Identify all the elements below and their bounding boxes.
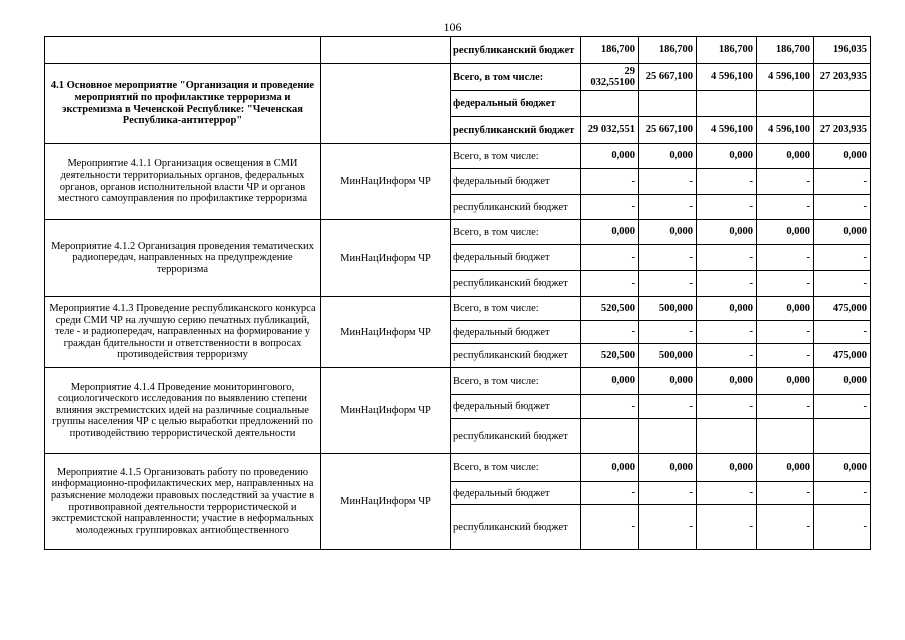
funding-source-cell: республиканский бюджет xyxy=(451,419,581,454)
amount-cell: - xyxy=(639,505,697,550)
amount-cell: - xyxy=(639,195,697,220)
amount-cell: 500,000 xyxy=(639,297,697,321)
funding-source-cell: республиканский бюджет xyxy=(451,271,581,297)
amount-cell: - xyxy=(757,395,814,419)
amount-cell: - xyxy=(697,482,757,505)
amount-cell: 27 203,935 xyxy=(814,117,871,144)
funding-source-cell: Всего, в том числе: xyxy=(451,454,581,482)
amount-cell xyxy=(639,419,697,454)
executor-cell xyxy=(321,64,451,144)
table-row xyxy=(45,220,871,245)
executor-cell xyxy=(321,37,451,64)
measure-name-cell: Мероприятие 4.1.3 Проведение республиканского конкурса среди СМИ ЧР на лучшую серию печатных публикаций, теле - и радиопередач, направленных на формирование у граждан бдительности и ответственности в вопросах противодействия терроризму xyxy=(45,297,321,368)
funding-source-cell: республиканский бюджет xyxy=(451,117,581,144)
amount-cell: 186,700 xyxy=(639,37,697,64)
amount-cell: - xyxy=(814,271,871,297)
funding-source-cell: Всего, в том числе: xyxy=(451,220,581,245)
funding-source-cell: федеральный бюджет xyxy=(451,169,581,195)
amount-cell: - xyxy=(757,505,814,550)
amount-cell: 29 032,55100 xyxy=(581,64,639,91)
amount-cell: - xyxy=(639,271,697,297)
amount-cell: 186,700 xyxy=(757,37,814,64)
amount-cell: - xyxy=(581,482,639,505)
table-row xyxy=(45,454,871,482)
amount-cell: 25 667,100 xyxy=(639,64,697,91)
executor-cell: МинНацИнформ ЧР xyxy=(321,454,451,550)
amount-cell xyxy=(814,419,871,454)
amount-cell: - xyxy=(757,271,814,297)
measure-name-cell: Мероприятие 4.1.1 Организация освещения в СМИ деятельности территориальных органов, федеральных органов, органов исполнительной власти ЧР и органов местного самоуправления по профилактике терроризма xyxy=(45,144,321,220)
amount-cell: - xyxy=(581,321,639,344)
amount-cell: 0,000 xyxy=(757,220,814,245)
amount-cell: - xyxy=(639,245,697,271)
funding-source-cell: республиканский бюджет xyxy=(451,344,581,368)
amount-cell xyxy=(757,419,814,454)
amount-cell: 0,000 xyxy=(639,454,697,482)
amount-cell: 0,000 xyxy=(697,454,757,482)
amount-cell: - xyxy=(697,321,757,344)
amount-cell: - xyxy=(757,195,814,220)
table-row xyxy=(45,64,871,91)
amount-cell: - xyxy=(814,482,871,505)
amount-cell: - xyxy=(639,395,697,419)
funding-source-cell: республиканский бюджет xyxy=(451,195,581,220)
amount-cell: - xyxy=(814,505,871,550)
page-number: 106 xyxy=(443,20,462,34)
table-row xyxy=(45,297,871,321)
amount-cell: - xyxy=(581,245,639,271)
amount-cell: - xyxy=(814,169,871,195)
amount-cell: 4 596,100 xyxy=(757,117,814,144)
amount-cell: 0,000 xyxy=(581,220,639,245)
measure-name-cell: Мероприятие 4.1.4 Проведение мониторингового, социологического исследования по выявлению степени влияния экстремистских идей на различные социальные группы населения ЧР с целью выработки предложений по противодействию террористической деятельности xyxy=(45,368,321,454)
amount-cell: 520,500 xyxy=(581,297,639,321)
amount-cell: - xyxy=(757,245,814,271)
amount-cell: 475,000 xyxy=(814,344,871,368)
amount-cell: - xyxy=(757,169,814,195)
amount-cell xyxy=(757,91,814,117)
amount-cell: - xyxy=(581,169,639,195)
amount-cell: 0,000 xyxy=(639,144,697,169)
amount-cell: - xyxy=(757,482,814,505)
table-row xyxy=(45,144,871,169)
amount-cell: 4 596,100 xyxy=(697,117,757,144)
amount-cell: - xyxy=(814,245,871,271)
amount-cell: - xyxy=(697,245,757,271)
amount-cell: 0,000 xyxy=(757,368,814,395)
funding-source-cell: федеральный бюджет xyxy=(451,395,581,419)
amount-cell: 0,000 xyxy=(757,454,814,482)
amount-cell: 196,035 xyxy=(814,37,871,64)
executor-cell: МинНацИнформ ЧР xyxy=(321,144,451,220)
amount-cell: 29 032,551 xyxy=(581,117,639,144)
funding-source-cell: федеральный бюджет xyxy=(451,321,581,344)
amount-cell: 0,000 xyxy=(581,454,639,482)
amount-cell: 520,500 xyxy=(581,344,639,368)
amount-cell xyxy=(581,419,639,454)
amount-cell: 0,000 xyxy=(581,144,639,169)
amount-cell: 0,000 xyxy=(639,220,697,245)
amount-cell: 0,000 xyxy=(757,144,814,169)
amount-cell: - xyxy=(814,395,871,419)
amount-cell xyxy=(581,91,639,117)
amount-cell: 0,000 xyxy=(697,144,757,169)
amount-cell: 0,000 xyxy=(814,454,871,482)
amount-cell xyxy=(814,91,871,117)
amount-cell: - xyxy=(757,321,814,344)
amount-cell: 186,700 xyxy=(581,37,639,64)
amount-cell: 0,000 xyxy=(697,297,757,321)
executor-cell: МинНацИнформ ЧР xyxy=(321,368,451,454)
amount-cell: - xyxy=(697,505,757,550)
amount-cell: 0,000 xyxy=(581,368,639,395)
amount-cell: - xyxy=(757,344,814,368)
table-row xyxy=(45,37,871,64)
funding-source-cell: Всего, в том числе: xyxy=(451,368,581,395)
amount-cell xyxy=(697,419,757,454)
amount-cell: 27 203,935 xyxy=(814,64,871,91)
amount-cell: 0,000 xyxy=(814,144,871,169)
measure-name-cell: Мероприятие 4.1.5 Организовать работу по проведению информационно-профилактических мер, направленных на разъяснение молодежи правовых последствий за участие в противоправной деятельности террористической и экстремистской направленности; участие в неформальных молодежных группировках антиобщественного xyxy=(45,454,321,550)
measure-name-cell xyxy=(45,37,321,64)
table-row xyxy=(45,368,871,395)
budget-table xyxy=(44,36,871,550)
amount-cell: 4 596,100 xyxy=(757,64,814,91)
amount-cell: 186,700 xyxy=(697,37,757,64)
amount-cell: 4 596,100 xyxy=(697,64,757,91)
amount-cell: - xyxy=(581,505,639,550)
amount-cell: - xyxy=(814,321,871,344)
amount-cell: - xyxy=(697,271,757,297)
amount-cell: - xyxy=(581,395,639,419)
amount-cell: 25 667,100 xyxy=(639,117,697,144)
amount-cell: - xyxy=(639,321,697,344)
amount-cell: - xyxy=(697,395,757,419)
funding-source-cell: Всего, в том числе: xyxy=(451,297,581,321)
amount-cell: - xyxy=(697,344,757,368)
amount-cell: - xyxy=(581,271,639,297)
executor-cell: МинНацИнформ ЧР xyxy=(321,297,451,368)
amount-cell: 500,000 xyxy=(639,344,697,368)
amount-cell: - xyxy=(639,169,697,195)
amount-cell: - xyxy=(697,169,757,195)
amount-cell: 475,000 xyxy=(814,297,871,321)
amount-cell: 0,000 xyxy=(814,368,871,395)
amount-cell xyxy=(639,91,697,117)
funding-source-cell: федеральный бюджет xyxy=(451,245,581,271)
funding-source-cell: республиканский бюджет xyxy=(451,505,581,550)
amount-cell: 0,000 xyxy=(757,297,814,321)
amount-cell: 0,000 xyxy=(697,368,757,395)
funding-source-cell: Всего, в том числе: xyxy=(451,64,581,91)
funding-source-cell: Всего, в том числе: xyxy=(451,144,581,169)
amount-cell: 0,000 xyxy=(697,220,757,245)
amount-cell: 0,000 xyxy=(639,368,697,395)
funding-source-cell: федеральный бюджет xyxy=(451,482,581,505)
amount-cell: 0,000 xyxy=(814,220,871,245)
measure-name-cell: Мероприятие 4.1.2 Организация проведения тематических радиопередач, направленных на предупреждение терроризма xyxy=(45,220,321,297)
executor-cell: МинНацИнформ ЧР xyxy=(321,220,451,297)
measure-name-cell: 4.1 Основное мероприятие "Организация и проведение мероприятий по профилактике терроризма и экстремизма в Чеченской Республике: "Чеченская Республика-антитеррор" xyxy=(45,64,321,144)
amount-cell: - xyxy=(581,195,639,220)
funding-source-cell: федеральный бюджет xyxy=(451,91,581,117)
amount-cell xyxy=(697,91,757,117)
amount-cell: - xyxy=(639,482,697,505)
amount-cell: - xyxy=(814,195,871,220)
amount-cell: - xyxy=(697,195,757,220)
funding-source-cell: республиканский бюджет xyxy=(451,37,581,64)
